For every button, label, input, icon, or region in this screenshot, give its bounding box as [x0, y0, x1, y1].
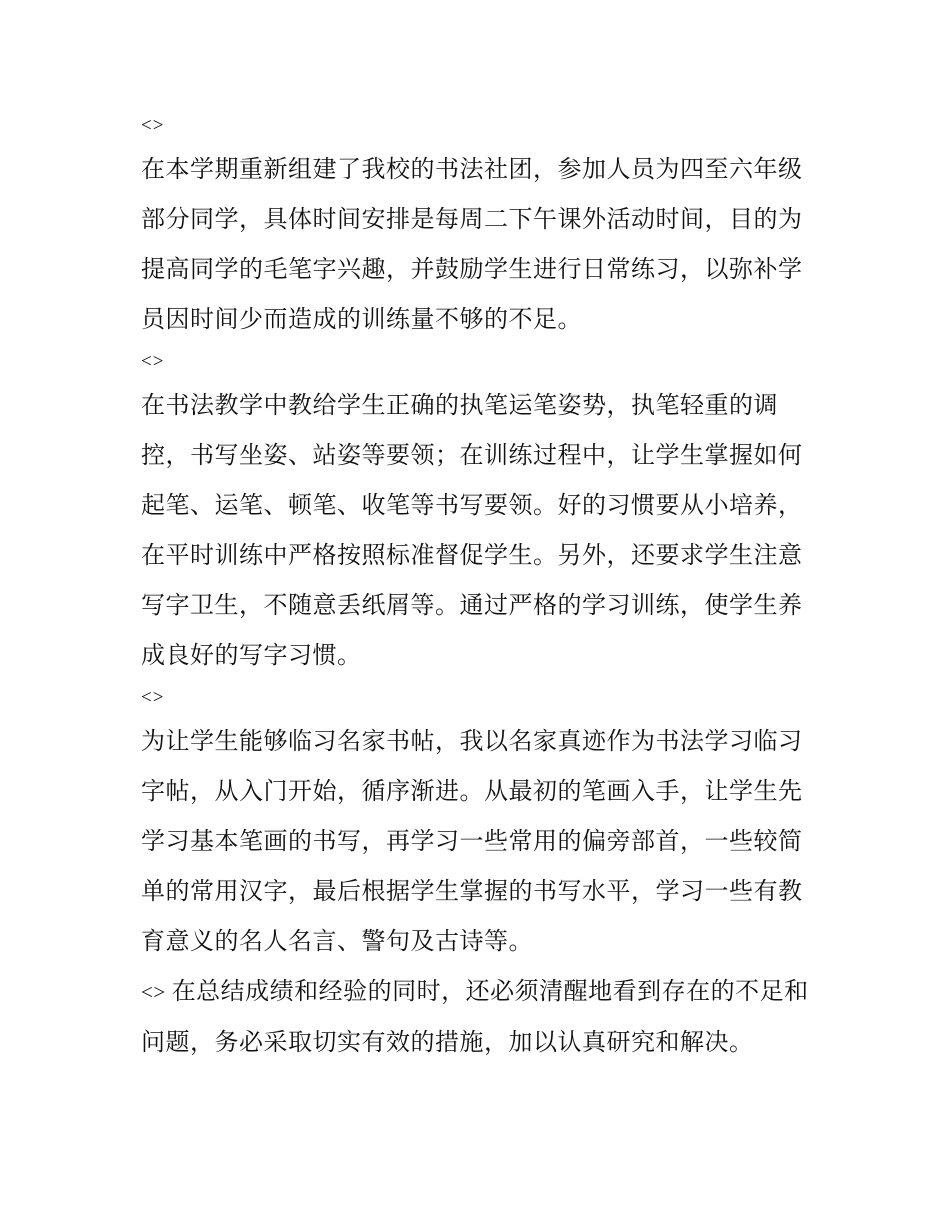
- document-page: [141, 108, 821, 1067]
- section-marker: <>: [141, 687, 165, 708]
- closing-text: 在总结成绩和经验的同时，还必须清醒地看到存在的不足和问题，务必采取切实有效的措施，加以认真研究和解决。: [141, 977, 809, 1056]
- paragraph-copybook-practice: 为让学生能够临习名家书帖，我以名家真迹作为书法学习临习字帖，从入门开始，循序渐进。从最初的笔画入手，让学生先学习基本笔画的书写，再学习一些常用的偏旁部首，一些较简单的常用汉字，最后根据学生掌握的书写水平，学习一些有教育意义的名人名言、警句及古诗等。: [141, 727, 803, 955]
- section-marker: <>: [141, 115, 165, 136]
- paragraph-writing-posture: 在书法教学中教给学生正确的执笔运笔姿势，执笔轻重的调控，书写坐姿、站姿等要领；在训练过程中，让学生掌握如何起笔、运笔、顿笔、收笔等书写要领。好的习惯要从小培养，在平时训练中严格按照标准督促学生。另外，还要求学生注意写字卫生，不随意丢纸屑等。通过严格的学习训练，使学生养成良好的写字习惯。: [141, 391, 803, 669]
- paragraph-club-organization: 在本学期重新组建了我校的书法社团，参加人员为四至六年级部分同学，具体时间安排是每周二下午课外活动时间，目的为提高同学的毛笔字兴趣，并鼓励学生进行日常练习，以弥补学员因时间少而造成的训练量不够的不足。: [141, 155, 803, 333]
- section-marker: <>: [141, 351, 165, 372]
- paragraph-closing: [141, 966, 821, 1067]
- section-marker: <>: [141, 980, 166, 1004]
